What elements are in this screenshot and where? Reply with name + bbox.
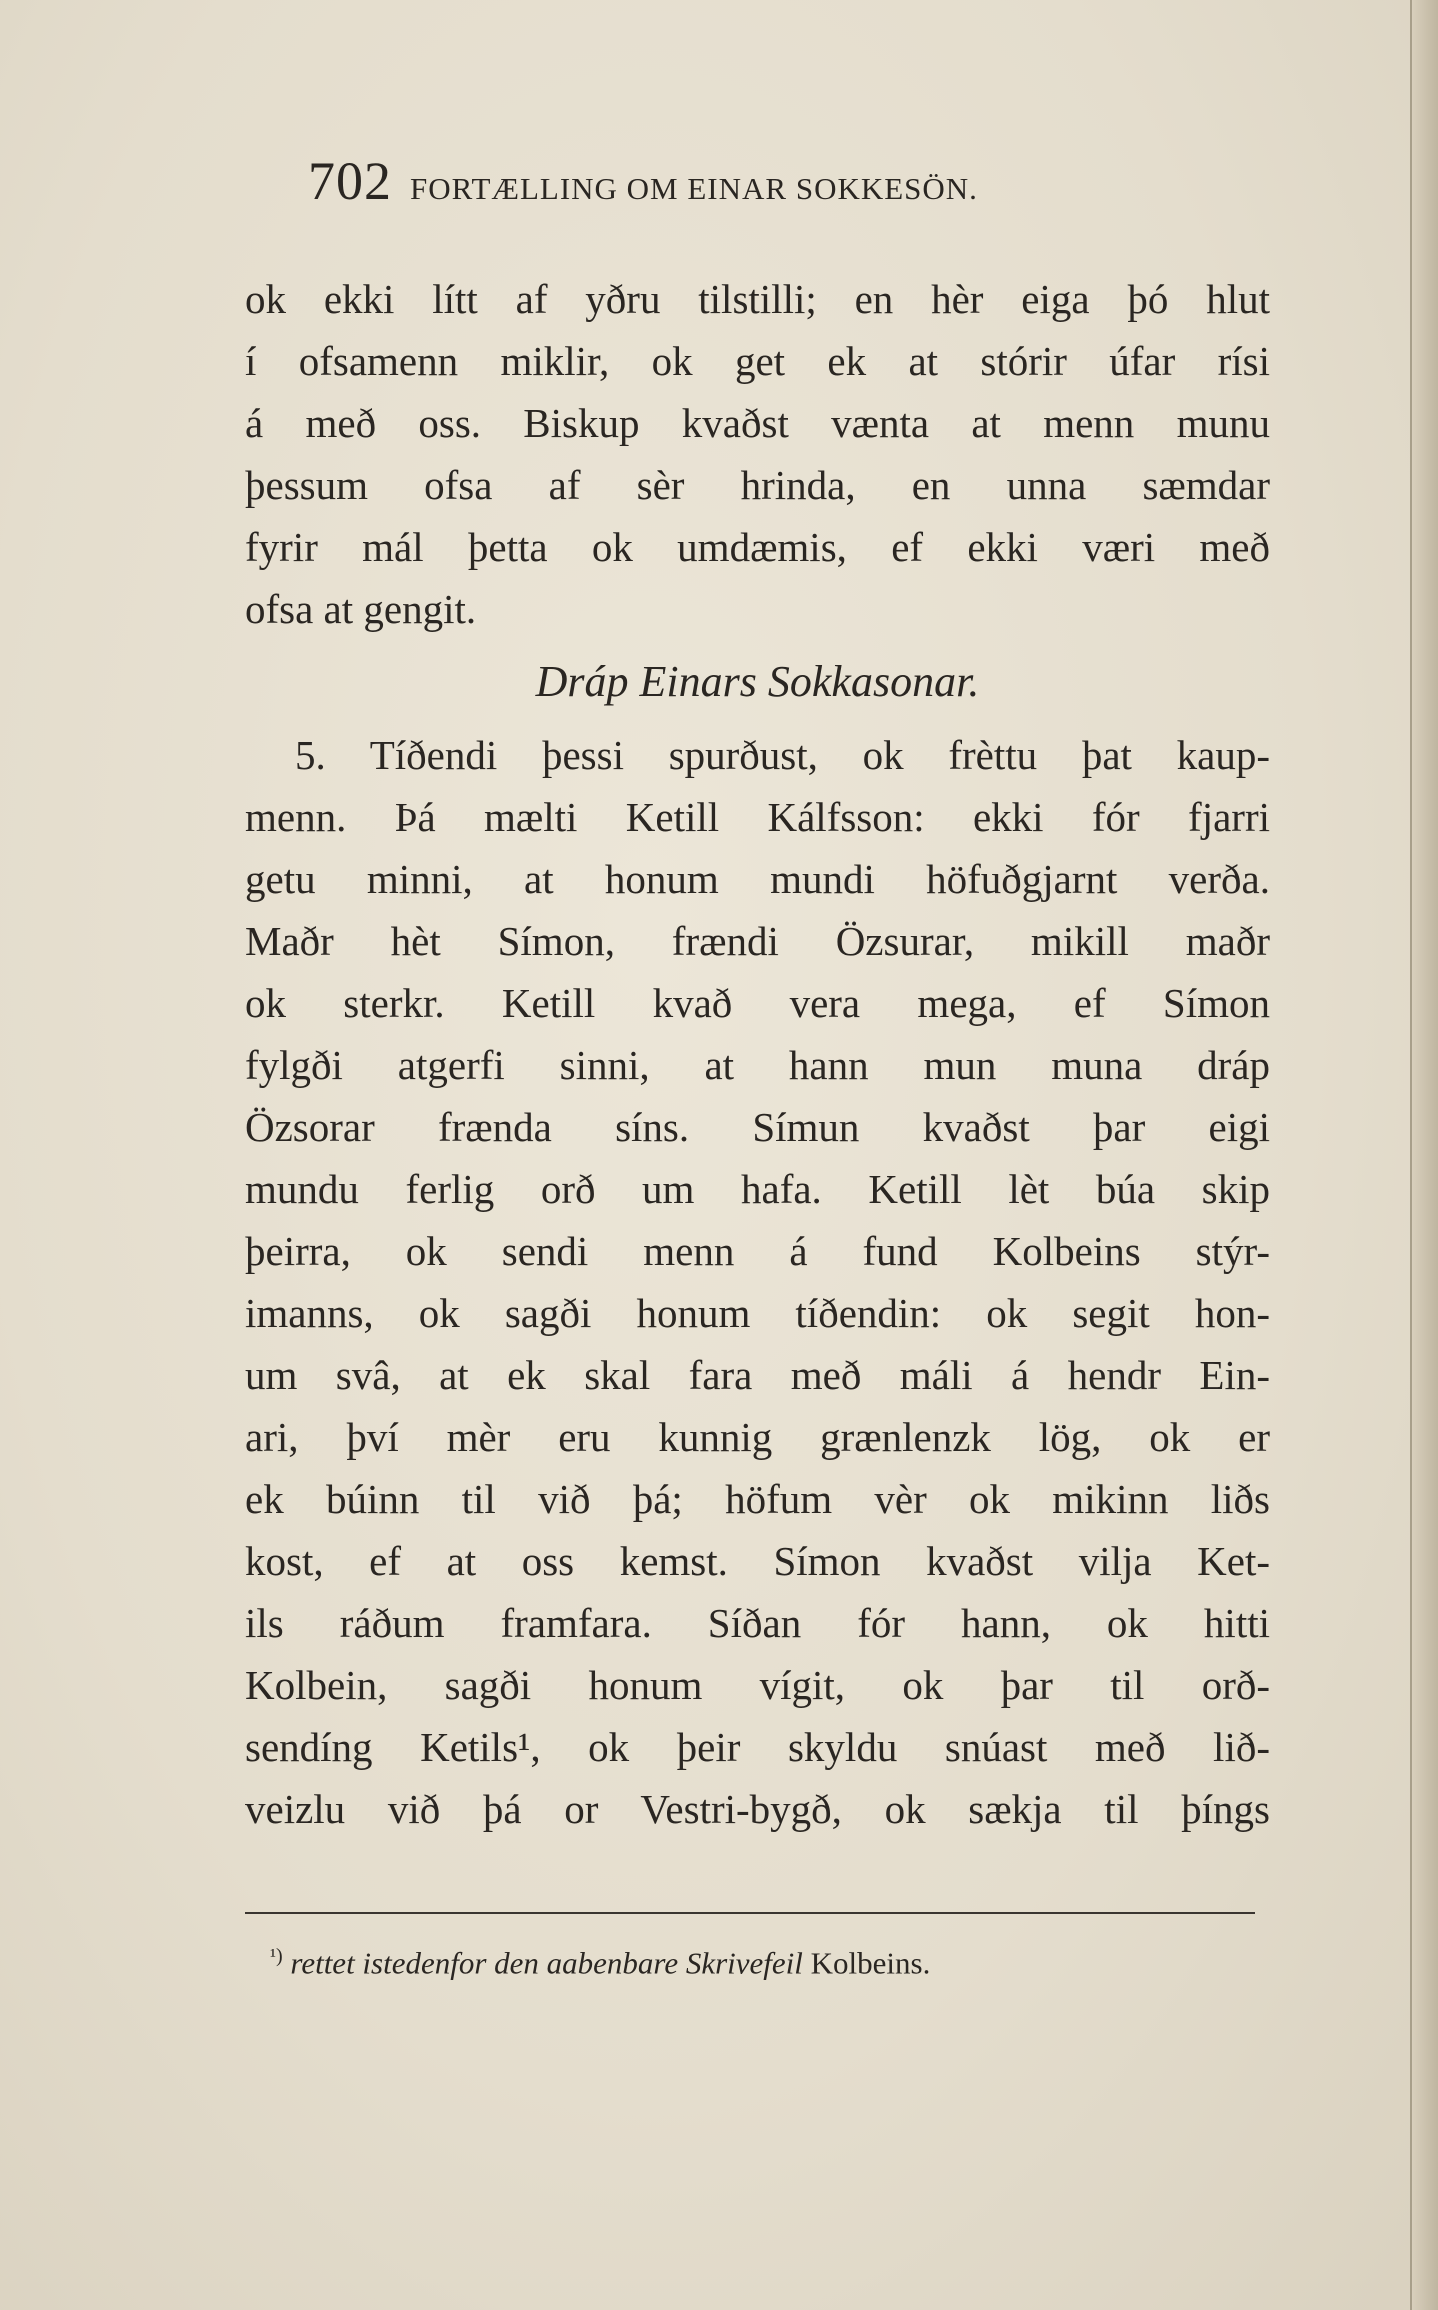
text-line: kost, ef at oss kemst. Símon kvaðst vilja Ket-: [245, 1538, 1270, 1584]
footnote-rule: [245, 1912, 1255, 1914]
text-line: veizlu við þá or Vestri-bygð, ok sækja til þíngs: [245, 1786, 1270, 1832]
text-line: ok sterkr. Ketill kvað vera mega, ef Símon: [245, 980, 1270, 1026]
text-line: ok ekki lítt af yðru tilstilli; en hèr eiga þó hlut: [245, 276, 1270, 322]
footnote-marker: ¹): [270, 1945, 283, 1967]
text-line: mundu ferlig orð um hafa. Ketill lèt búa skip: [245, 1166, 1270, 1212]
text-line: þeirra, ok sendi menn á fund Kolbeins stýr-: [245, 1228, 1270, 1274]
page-spine-edge: [1410, 0, 1438, 2310]
running-title: FORTÆLLING OM EINAR SOKKESÖN.: [410, 171, 978, 206]
text-line: fyrir mál þetta ok umdæmis, ef ekki væri með: [245, 524, 1270, 570]
section-heading: Dráp Einars Sokkasonar.: [535, 657, 980, 706]
text-line: Özsorar frænda síns. Símun kvaðst þar eigi: [245, 1104, 1270, 1150]
text-line: sendíng Ketils¹, ok þeir skyldu snúast með lið-: [245, 1724, 1270, 1770]
text-line: Maðr hèt Símon, frændi Özsurar, mikill maðr: [245, 918, 1270, 964]
text-line: menn. Þá mælti Ketill Kálfsson: ekki fór fjarri: [245, 794, 1270, 840]
text-line: ari, því mèr eru kunnig grænlenzk lög, ok er: [245, 1414, 1270, 1460]
text-line: getu minni, at honum mundi höfuðgjarnt verða.: [245, 856, 1270, 902]
body-text: [245, 268, 1270, 1840]
text-line: fylgði atgerfi sinni, at hann mun muna dráp: [245, 1042, 1270, 1088]
footnote-italic-text: rettet istedenfor den aabenbare Skrivefeil: [290, 1945, 803, 1981]
text-line: ek búinn til við þá; höfum vèr ok mikinn liðs: [245, 1476, 1270, 1522]
text-line: ils ráðum framfara. Síðan fór hann, ok hitti: [245, 1600, 1270, 1646]
text-line: á með oss. Biskup kvaðst vænta at menn munu: [245, 400, 1270, 446]
text-line: um svâ, at ek skal fara með máli á hendr Ein-: [245, 1352, 1270, 1398]
text-line: í ofsamenn miklir, ok get ek at stórir úfar rísi: [245, 338, 1270, 384]
text-line: ofsa at gengit.: [245, 586, 477, 632]
footnote-roman-text: Kolbeins.: [810, 1945, 931, 1981]
page-number: 702: [308, 151, 392, 211]
text-line: Kolbein, sagði honum vígit, ok þar til orð-: [245, 1662, 1270, 1708]
text-line: 5. Tíðendi þessi spurðust, ok frèttu þat kaup-: [295, 732, 1270, 778]
text-line: imanns, ok sagði honum tíðendin: ok segit hon-: [245, 1290, 1270, 1336]
text-line: þessum ofsa af sèr hrinda, en unna sæmdar: [245, 462, 1270, 508]
page-header: [308, 150, 1208, 210]
footnote: [270, 1936, 1270, 1983]
